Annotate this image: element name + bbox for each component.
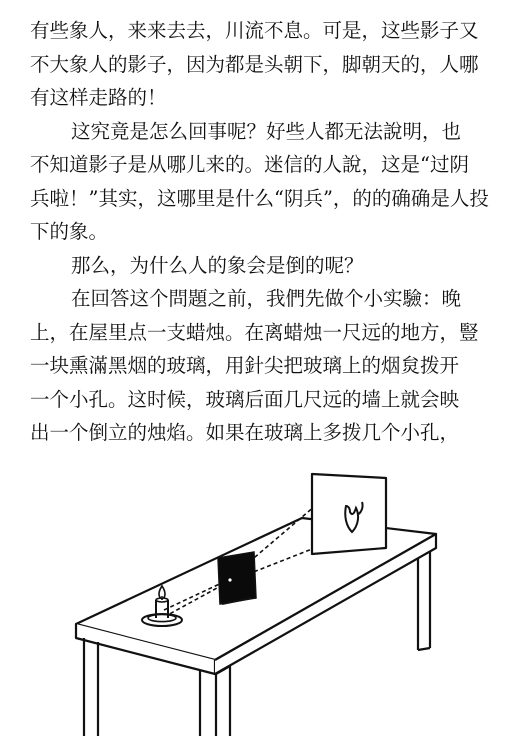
text-line: 上，在屋里点一支蜡烛。在离蜡烛一尺远的地方，豎	[30, 320, 479, 344]
text-line: 不知道影子是从哪儿来的。迷信的人說，这是“过阴	[30, 153, 469, 176]
text-line: 有些象人，来来去去，川流不息。可是，这些影子又	[30, 19, 479, 42]
text-line: 一块熏滿黑烟的玻璃，用針尖把玻璃上的烟炱拨开	[30, 354, 460, 377]
text-line: 一个小孔。这时候，玻璃后面几尺远的墙上就会映	[30, 387, 460, 411]
smoked-glass-pane	[218, 552, 256, 604]
pinhole	[228, 578, 231, 581]
text-line: 在回答这个問題之前，我們先做个小实驗：晚	[71, 287, 462, 310]
text-line: 兵啦！”其实，这哪里是什么“阴兵”，的的确确是人投	[30, 186, 489, 210]
text-line: 不大象人的影子，因为都是头朝下，脚朝天的，人哪	[30, 52, 479, 76]
table	[76, 518, 436, 736]
text-line: 出一个倒立的烛焰。如果在玻璃上多拨几个小孔，	[30, 421, 460, 444]
pinhole-experiment-illustration	[40, 462, 470, 736]
body-text	[30, 14, 492, 450]
text-line: 那么，为什么人的象会是倒的呢？	[71, 253, 364, 277]
wall-screen	[312, 474, 386, 554]
text-line: 下的象。	[30, 220, 109, 243]
text-line: 这究竟是怎么回事呢？好些人都无法說明，也	[71, 119, 462, 143]
text-line: 有这样走路的！	[30, 86, 167, 109]
